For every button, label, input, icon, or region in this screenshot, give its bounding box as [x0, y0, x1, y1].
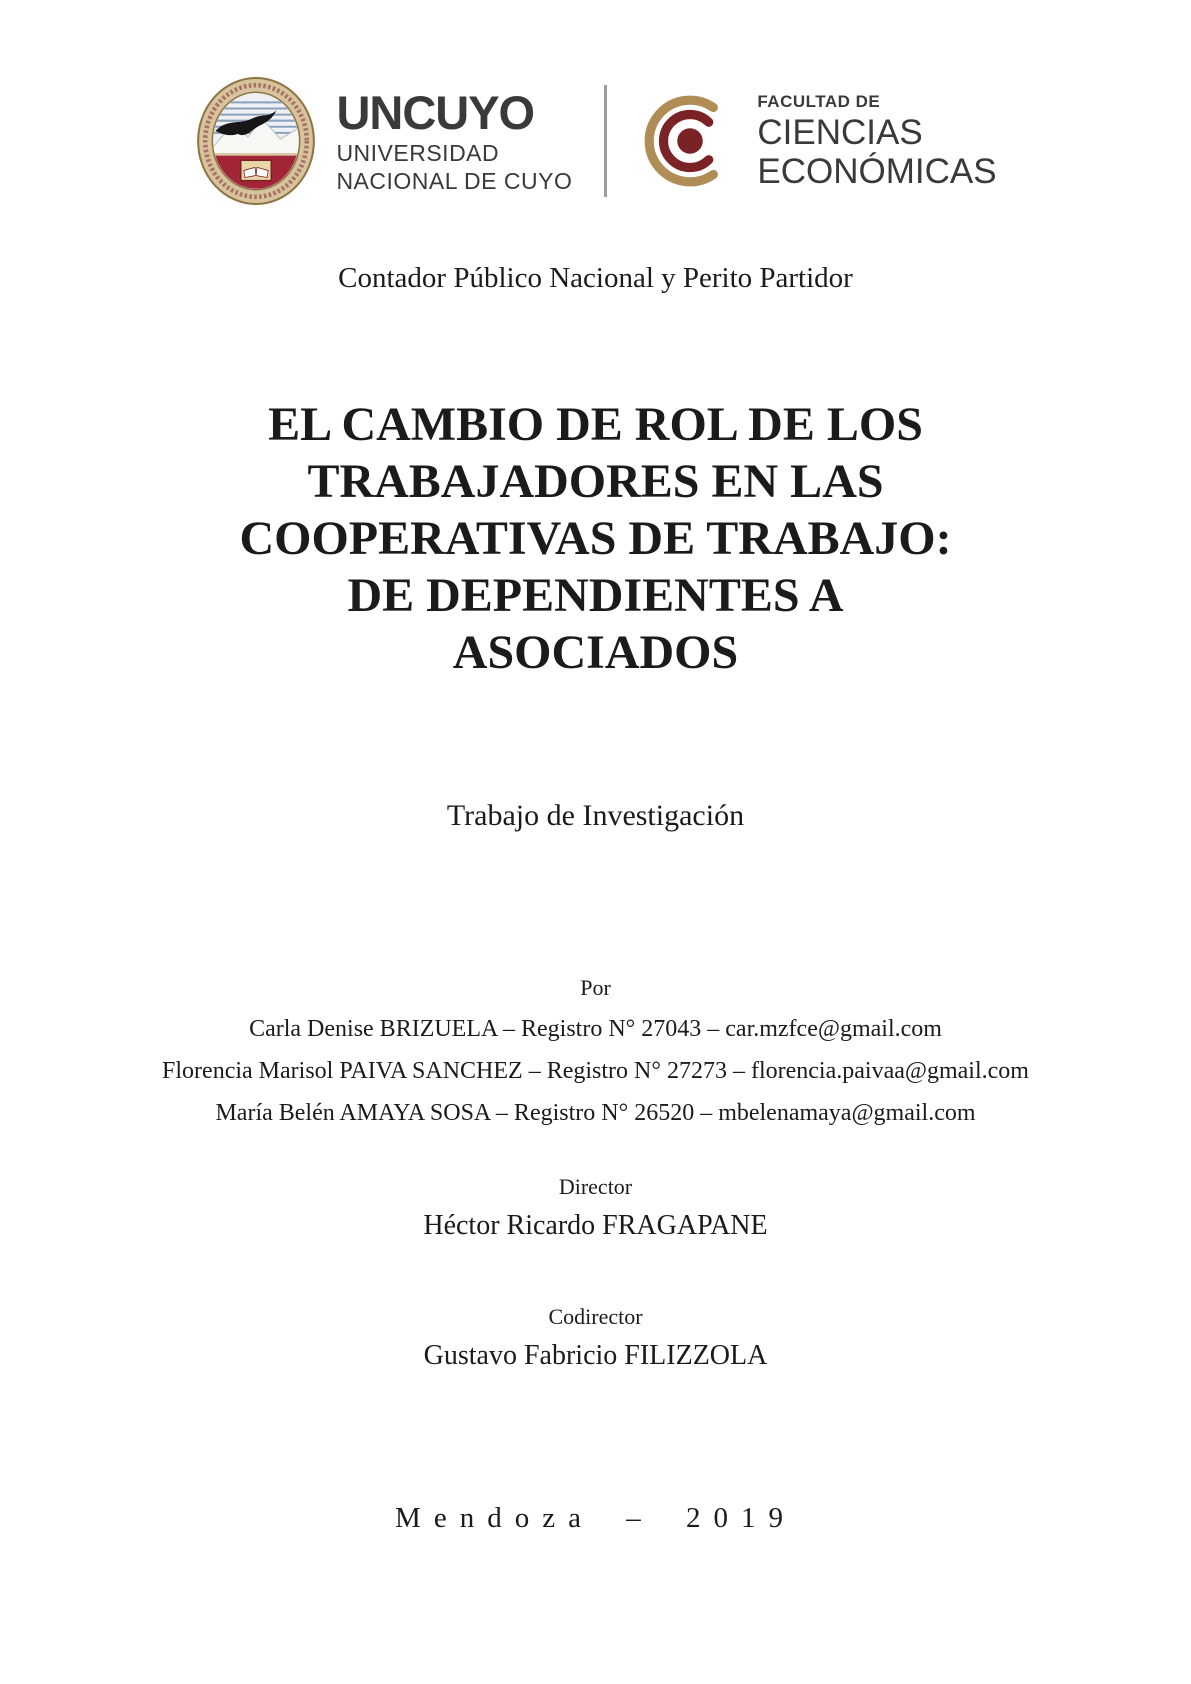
byline-label: Por	[580, 975, 611, 1000]
director-name: Héctor Ricardo FRAGAPANE	[423, 1210, 768, 1241]
fce-wordmark	[757, 93, 996, 189]
uncuyo-seal-icon	[194, 76, 318, 206]
author-line: María Belén AMAYA SOSA – Registro N° 26520 – mbelenamaya@gmail.com	[215, 1100, 976, 1126]
thesis-title	[0, 396, 1191, 681]
codirector-name: Gustavo Fabricio FILIZZOLA	[423, 1340, 768, 1371]
thesis-title-line: DE DEPENDIENTES A	[347, 569, 844, 622]
thesis-title-line: TRABAJADORES EN LAS	[307, 455, 884, 508]
authors-list	[0, 1008, 1191, 1134]
work-type-subtitle: Trabajo de Investigación	[446, 799, 745, 832]
codirector-label: Codirector	[548, 1304, 643, 1329]
degree-line: Contador Público Nacional y Perito Partidor	[338, 262, 853, 294]
fce-line2: CIENCIAS	[757, 113, 923, 152]
uncuyo-line2: NACIONAL DE CUYO	[336, 168, 573, 194]
director-label: Director	[558, 1174, 633, 1199]
fce-line1: FACULTAD DE	[757, 92, 881, 111]
uncuyo-wordmark	[336, 86, 573, 194]
header-logos	[0, 76, 1191, 206]
author-line: Florencia Marisol PAIVA SANCHEZ – Registro N° 27273 – florencia.paivaa@gmail.com	[162, 1058, 1029, 1084]
fce-line3: ECONÓMICAS	[757, 152, 997, 191]
thesis-title-line: COOPERATIVAS DE TRABAJO:	[239, 512, 952, 565]
uncuyo-acronym: UNCUYO	[336, 86, 535, 139]
location-year: Mendoza – 2019	[395, 1502, 796, 1534]
fce-logo-icon	[639, 90, 741, 192]
thesis-title-line: EL CAMBIO DE ROL DE LOS	[268, 398, 923, 451]
logo-divider	[604, 85, 607, 197]
author-line: Carla Denise BRIZUELA – Registro N° 27043 – car.mzfce@gmail.com	[249, 1016, 942, 1042]
uncuyo-line1: UNIVERSIDAD	[336, 140, 500, 166]
thesis-title-line: ASOCIADOS	[452, 626, 739, 679]
